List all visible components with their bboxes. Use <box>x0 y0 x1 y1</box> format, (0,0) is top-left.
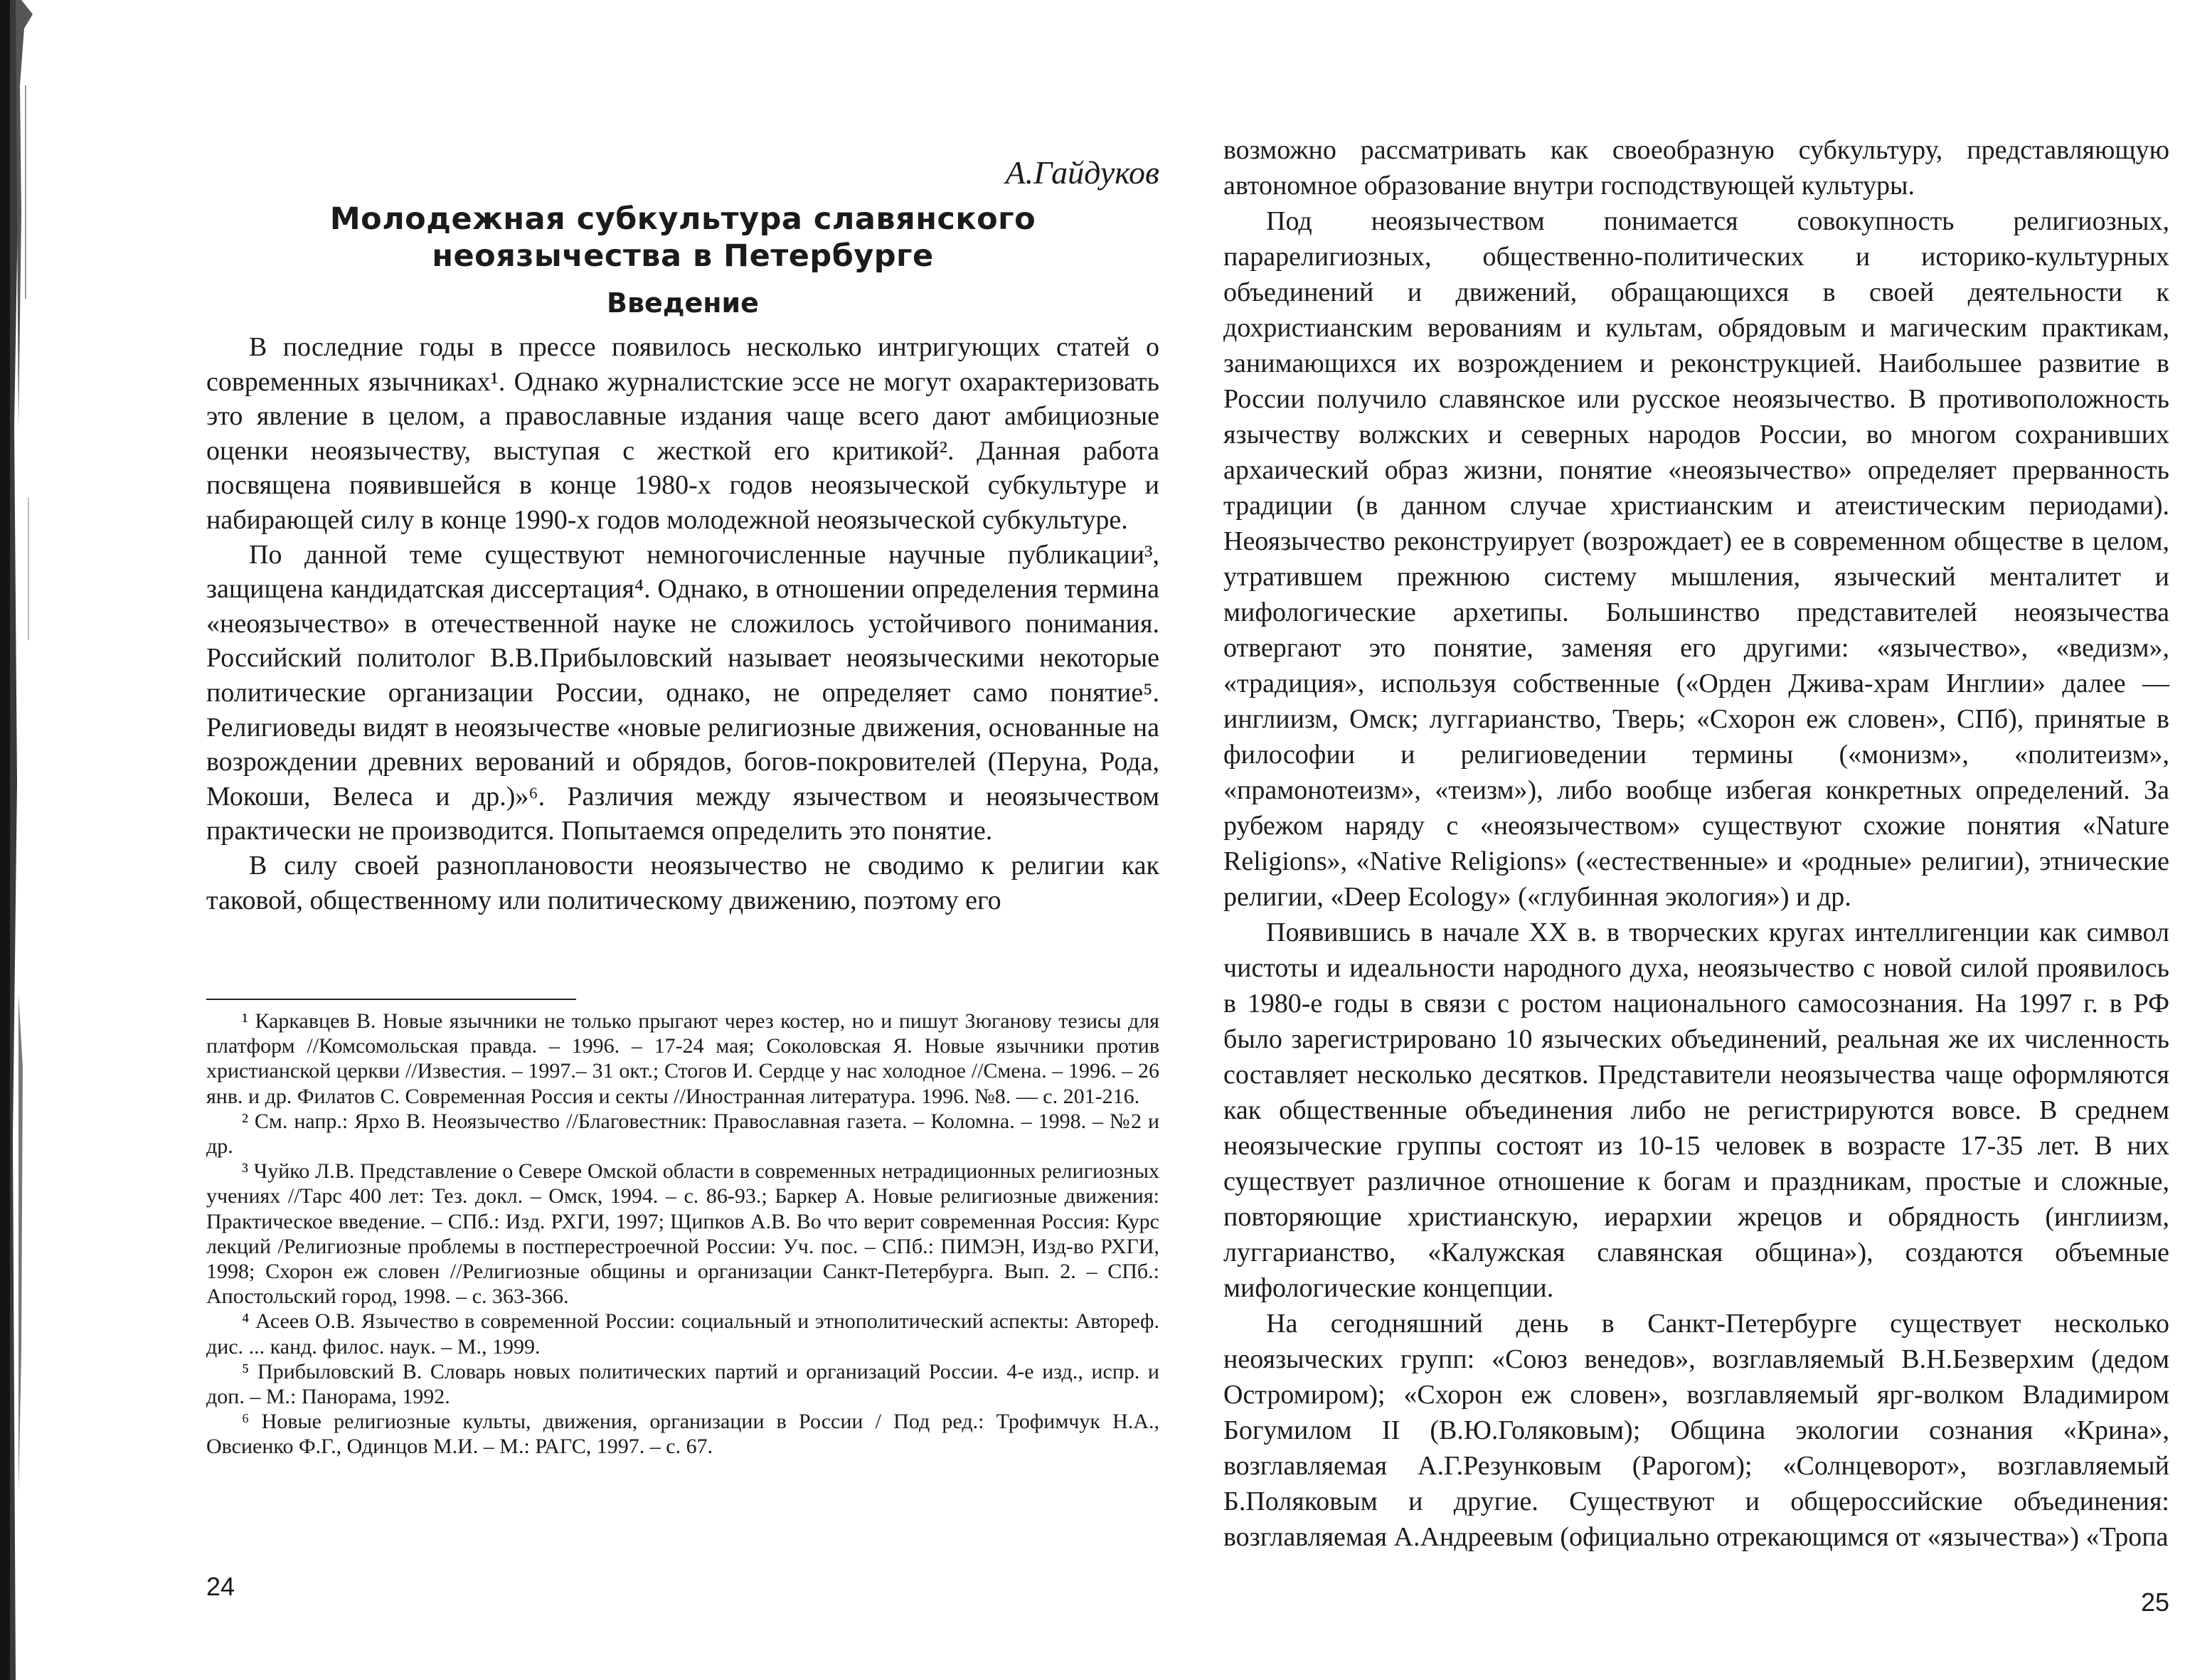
left-body-text <box>206 330 1159 918</box>
page-number: 24 <box>206 1572 235 1601</box>
right-body-text <box>1223 132 2169 1555</box>
footnote-divider <box>206 999 576 1000</box>
right-page <box>1223 0 2169 1680</box>
paragraph: Под неоязычеством понимается совокупность религиозных, парарелигиозных, общественно-политических и историко-культурных объединений и движений, обращающихся в своей деятельности к дохристианским верованиям и культам, обрядовым и магическим практикам, занимающихся их возрождением и реконструкцией. Наибольшее развитие в России получило славянское или русское неоязычество. В противоположность язычеству волжских и северных народов России, во многом сохранивших архаический образ жизни, понятие «неоязычество» определяет прерванность традиции (в данном случае христианским и атеистическим периодами). Неоязычество реконструирует (возрождает) ее в современном обществе в целом, утратившем прежнюю систему мышления, языческий менталитет и мифологические архетипы. Большинство представителей неоязычества отвергают это понятие, заменяя его другими: «язычество», «ведизм», «традиция», используя собственные («Орден Джива-храм Инглии» далее — инглиизм, Омск; луггарианство, Тверь; «Схорон еж словен», СПб), принятые в философии и религиоведении термины («монизм», «политеизм», «прамонотеизм», «теизм»), либо вообще избегая конкретных определений. За рубежом наряду с «неоязычеством» существуют схожие понятия «Nature Religions», «Native Religions» («естественные» и «родные» религии), этнические религии, «Deep Ecology» («глубинная экология») и др. <box>1223 206 2169 912</box>
book-spine-shadow <box>0 0 50 1680</box>
footnote: ¹ Каркавцев В. Новые язычники не только прыгают через костер, но и пишут Зюганову тезисы для платформ //Комсомольская правда. – 1996. – 17-24 мая; Соколовская Я. Новые язычники против христианской церкви //Известия. – 1997.– 31 окт.; Стогов И. Сердце у нас холодное //Смена. – 1996. – 26 янв. и др. Филатов С. Современная Россия и секты //Иностранная литература. 1996. №8. — с. 201-216. <box>206 1009 1159 1108</box>
footnote: ⁵ Прибыловский В. Словарь новых политических партий и организаций России. 4-е изд., испр. и доп. – М.: Панорама, 1992. <box>206 1359 1159 1409</box>
article-title <box>206 201 1159 275</box>
footnote: ² См. напр.: Ярхо В. Неоязычество //Благовестник: Православная газета. – Коломна. – 1998. – №2 и др. <box>206 1109 1159 1159</box>
paragraph: Появившись в начале XX в. в творческих кругах интеллигенции как символ чистоты и идеальности народного духа, неоязычество с новой силой проявилось в 1980-е годы в связи с ростом национального самосознания. На 1997 г. в РФ было зарегистрировано 10 языческих объединений, реальная же их численность составляет несколько десятков. Представители неоязычества чаще оформляются как общественные объединения либо не регистрируются вовсе. В среднем неоязыческие группы состоят из 10-15 человек в возрасте 17-35 лет. В них существует различное отношение к богам и праздникам, простые и сложные, повторяющие христианскую, иерархии жрецов и обрядность (инглиизм, луггарианство, «Калужская славянская община»), создаются объемные мифологические концепции. <box>1223 918 2169 1303</box>
article-title-line-2: неоязычества в Петербурге <box>432 238 934 274</box>
author-name: А.Гайдуков <box>1005 154 1159 191</box>
page-number: 25 <box>2140 1588 2169 1617</box>
footnotes <box>206 1009 1159 1460</box>
paragraph: В силу своей разноплановости неоязычество не сводимо к религии как таковой, общественному или политическому движению, поэтому его <box>206 850 1159 915</box>
footnote: ⁴ Асеев О.В. Язычество в современной России: социальный и этнополитический аспекты: Автореф. дис. ... канд. филос. наук. – М., 1999. <box>206 1309 1159 1359</box>
footnote: ³ Чуйко Л.В. Представление о Севере Омской области в современных нетрадиционных религиозных учениях //Тарс 400 лет: Тез. докл. – Омск, 1994. – с. 86-93.; Баркер А. Новые религиозные движения: Практическое введение. – СПб.: Изд. РХГИ, 1997; Щипков А.В. Во что верит современная Россия: Курс лекций /Религиозные проблемы в постперестроечной России: Уч. пос. – СПб.: ПИМЭН, Изд-во РХГИ, 1998; Схорон еж словен //Религиозные общины и организации Санкт-Петербурга. Вып. 2. – СПб.: Апостольский город, 1998. – с. 363-366. <box>206 1159 1159 1309</box>
article-title-line-1: Молодежная субкультура славянского <box>329 201 1036 237</box>
left-page <box>206 0 1159 1680</box>
paragraph: В последние годы в прессе появилось несколько интригующих статей о современных язычниках¹. Однако журналистские эссе не могут охарактеризовать это явление в целом, а православные издания чаще всего дают амбициозные оценки неоязычеству, выступая с жесткой его критикой². Данная работа посвящена появившейся в конце 1980-х годов неоязыческой субкультуре и набирающей силу в конце 1990-х годов молодежной неоязыческой субкультуре. <box>206 332 1159 535</box>
paragraph: возможно рассматривать как своеобразную субкультуру, представляющую автономное образование внутри господствующей культуры. <box>1223 135 2169 201</box>
footnote: ⁶ Новые религиозные культы, движения, организации в России / Под ред.: Трофимчук Н.А., Овсиенко Ф.Г., Одинцов М.И. – М.: РАГС, 1997. – с. 67. <box>206 1410 1159 1459</box>
paragraph: На сегодняшний день в Санкт-Петербурге существует несколько неоязыческих групп: «Союз венедов», возглавляемый В.Н.Безверхим (дедом Остромиром); «Схорон еж словен», возглавляемый ярг-волком Владимиром Богумилом II (В.Ю.Голяковым); Община экологии сознания «Крина», возглавляемая А.Г.Резунковым (Рарогом); «Солнцеворот», возглавляемый Б.Поляковым и другие. Существуют и общероссийские объединения: возглавляемая А.Андреевым (официально отрекающимся от «язычества») «Тропа <box>1223 1309 2169 1552</box>
section-heading: Введение <box>607 287 759 319</box>
paragraph: По данной теме существуют немногочисленные научные публикации³, защищена кандидатская диссертация⁴. Однако, в отношении определения термина «неоязычество» в отечественной науке не сложилось устойчивого понимания. Российский политолог В.В.Прибыловский называет неоязыческими некоторые политические организации России, однако, не определяет само понятие⁵. Религиоведы видят в неоязычестве «новые религиозные движения, основанные на возрождении древних верований и обрядов, богов-покровителей (Перуна, Рода, Мокоши, Велеса и др.)»⁶. Различия между язычеством и неоязычеством практически не производится. Попытаемся определить это понятие. <box>206 539 1159 846</box>
